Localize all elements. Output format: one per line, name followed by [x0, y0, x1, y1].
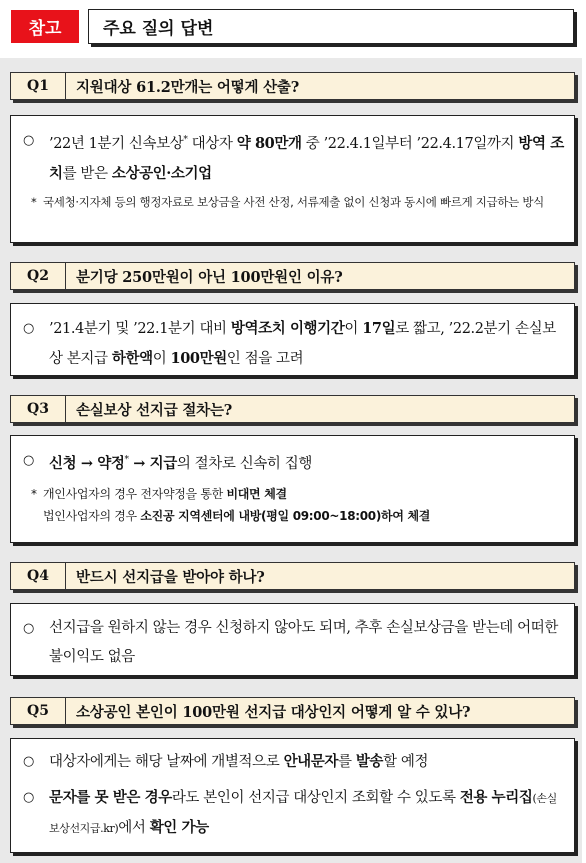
answer-paragraph — [23, 747, 564, 777]
question-text: 반드시 선지급을 받아야 하나? — [76, 568, 265, 586]
answer-bold: → 지급 — [128, 454, 177, 472]
question-number: Q5 — [11, 698, 66, 724]
asterisk-icon: * — [31, 486, 37, 501]
answer-text: 이 — [152, 351, 171, 367]
answer-bold: 발송 — [355, 753, 384, 770]
footnote-text: 법인사업자의 경우 — [43, 508, 141, 523]
answer-bold: 신청 → 약정 — [49, 454, 125, 472]
reference-tag: 참고 — [11, 10, 79, 43]
answer-box-q1 — [10, 115, 575, 243]
answer-bold: 하한액 — [111, 350, 153, 367]
footnote — [23, 483, 564, 527]
footnote-mark: * — [183, 135, 188, 145]
answer-box-q5 — [10, 738, 575, 853]
question-bar-q1 — [10, 72, 575, 100]
answer-text: 대상자에게는 해당 날짜에 개별적으로 — [49, 754, 284, 770]
answer-paragraph — [23, 446, 564, 479]
answer-paragraph — [23, 314, 564, 374]
answer-bold: 방역조치 이행기간 — [230, 320, 345, 337]
answer-text: 의 절차로 신속히 집행 — [176, 455, 312, 472]
answer-box-q4 — [10, 603, 575, 676]
answer-text: 할 예정 — [383, 754, 429, 770]
answer-bold: 17일 — [362, 320, 396, 337]
asterisk-icon: * — [31, 194, 37, 209]
answer-paragraph — [23, 126, 564, 189]
footnote-bold: 비대면 체결 — [226, 486, 287, 501]
question-text: 분기당 250만원이 아닌 100만원인 이유? — [76, 268, 343, 286]
question-number: Q1 — [11, 73, 66, 99]
question-text: 소상공인 본인이 100만원 선지급 대상인지 어떻게 알 수 있나? — [76, 703, 471, 721]
answer-text: 중 ’22.4.1일부터 ’22.4.17일까지 — [301, 135, 519, 152]
question-number: Q4 — [11, 563, 66, 589]
question-text: 지원대상 61.2만개는 어떻게 산출? — [76, 78, 300, 96]
answer-bold: 안내문자 — [283, 753, 338, 770]
footnote — [23, 193, 564, 212]
answer-bold: 방역 조치 — [49, 134, 564, 182]
bullet-icon: ○ — [23, 321, 34, 336]
answer-bold: 문자를 못 받은 경우 — [49, 789, 172, 806]
answer-text: 대상자 — [187, 135, 237, 152]
page-title: 주요 질의 답변 — [88, 9, 574, 44]
answer-paragraph — [23, 614, 564, 672]
answer-bold: 약 80만개 — [236, 134, 302, 152]
answer-box-q3 — [10, 435, 575, 543]
answer-text: 라도 본인이 선지급 대상인지 조회할 수 있도록 — [171, 790, 460, 806]
answer-text: 로 짧고, ’22.2분기 손실보상 본지급 — [49, 321, 556, 367]
answer-text: 를 — [338, 754, 356, 770]
question-bar-q3 — [10, 395, 575, 423]
answer-box-q2 — [10, 303, 575, 376]
bullet-icon: ○ — [23, 621, 34, 636]
answer-bold: 확인 가능 — [149, 819, 209, 836]
question-number: Q3 — [11, 396, 66, 422]
answer-text: 에서 — [118, 820, 150, 836]
question-bar-q4 — [10, 562, 575, 590]
footnote-text: 개인사업자의 경우 전자약정을 통한 — [43, 486, 227, 501]
answer-text: ’22년 1분기 신속보상 — [49, 135, 184, 152]
answer-bold: 100만원 — [170, 350, 227, 367]
answer-bold: 소상공인·소기업 — [111, 164, 212, 182]
answer-bold: 전용 누리집 — [459, 789, 533, 806]
bullet-icon: ○ — [23, 754, 34, 769]
answer-text: 인 점을 고려 — [226, 351, 304, 367]
bullet-icon: ○ — [23, 453, 34, 468]
bullet-icon: ○ — [23, 790, 34, 805]
answer-text: ’21.4분기 및 ’22.1분기 대비 — [49, 321, 231, 337]
footnote-bold: 소진공 지역센터에 내방(평일 09:00~18:00)하여 체결 — [140, 508, 431, 523]
question-number: Q2 — [11, 263, 66, 289]
website-address: (손실보상선지급.kr) — [49, 792, 557, 835]
answer-text: 이 — [344, 321, 363, 337]
question-bar-q5 — [10, 697, 575, 725]
answer-text: 를 받은 — [62, 165, 112, 182]
answer-paragraph — [23, 783, 564, 843]
question-text: 손실보상 선지급 절차는? — [76, 401, 233, 419]
footnote-text: 국세청·지자체 등의 행정자료로 보상금을 사전 산정, 서류제출 없이 신청과 동시에 빠르게 지급하는 방식 — [43, 194, 544, 209]
answer-text: 선지급을 원하지 않는 경우 신청하지 않아도 되며, 추후 손실보상금을 받는데 어떠한 불이익도 없음 — [49, 620, 558, 665]
footnote-mark: * — [124, 455, 129, 465]
question-bar-q2 — [10, 262, 575, 290]
bullet-icon: ○ — [23, 133, 34, 148]
